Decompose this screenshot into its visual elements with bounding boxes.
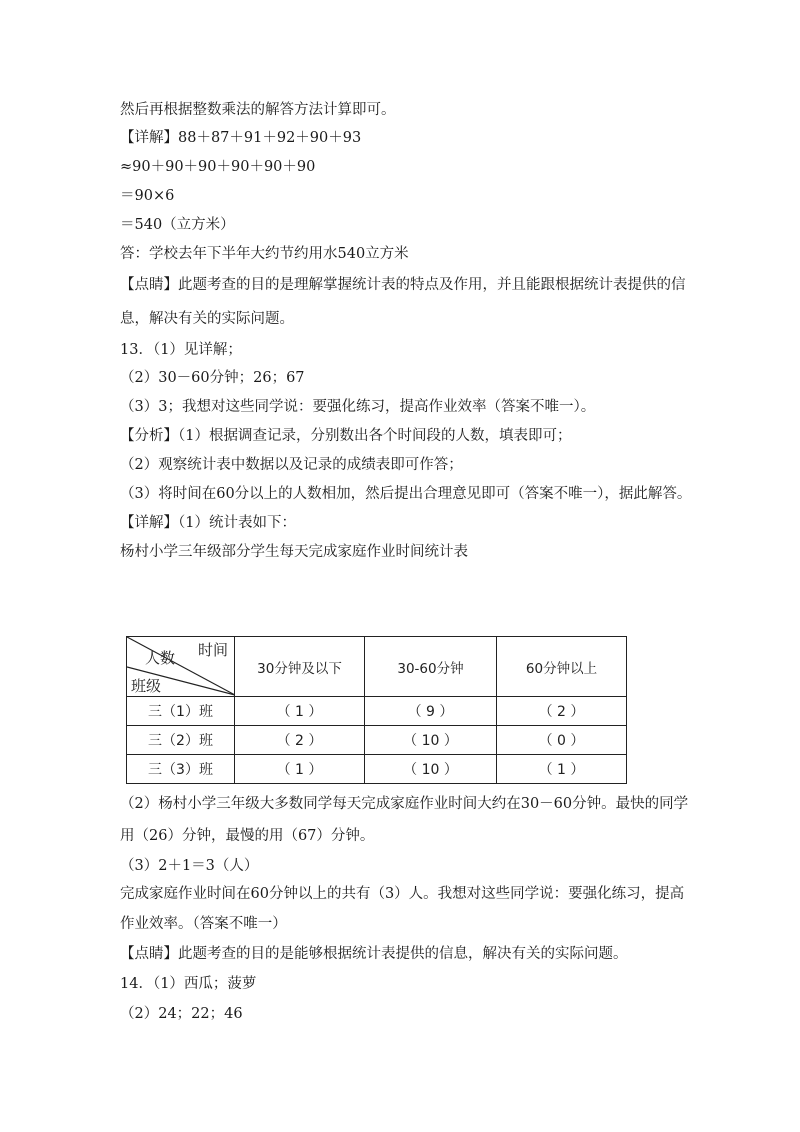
header-cell: 30-60分钟 [365, 637, 497, 697]
corner-label-count: 人数 [145, 649, 176, 667]
text-line: （2）杨村小学三年级大多数同学每天完成家庭作业时间大约在30－60分钟。最快的同学 [120, 796, 689, 812]
table-cell: （ 2 ） [235, 726, 365, 755]
table-cell: （ 0 ） [497, 726, 627, 755]
text-line: 【分析】（1）根据调查记录，分别数出各个时间段的人数，填表即可； [120, 428, 572, 444]
table-header-row [127, 637, 627, 697]
statistics-table [126, 636, 627, 784]
text-line: （3）2＋1＝3（人） [120, 858, 259, 874]
row-label: 三（2）班 [127, 726, 235, 755]
text-line: ＝90×6 [120, 188, 175, 204]
text-line: 用（26）分钟，最慢的用（67）分钟。 [120, 828, 375, 844]
text-line: 14．（1）西瓜；菠萝 [120, 976, 257, 992]
text-line: 【详解】（1）统计表如下： [120, 515, 296, 531]
text-line: 【点睛】此题考查的目的是能够根据统计表提供的信息，解决有关的实际问题。 [120, 946, 628, 962]
header-cell: 60分钟以上 [497, 637, 627, 697]
text-line: 杨村小学三年级部分学生每天完成家庭作业时间统计表 [120, 544, 468, 560]
table-cell: （ 2 ） [497, 697, 627, 726]
table-row [127, 697, 627, 726]
text-line: （3）将时间在60分以上的人数相加，然后提出合理意见即可（答案不唯一），据此解答。 [120, 486, 692, 502]
table-row [127, 755, 627, 784]
text-line: （2）24；22；46 [120, 1006, 243, 1022]
text-line: 然后再根据整数乘法的解答方法计算即可。 [120, 102, 396, 118]
table-cell: （ 10 ） [365, 755, 497, 784]
text-line: 答：学校去年下半年大约节约用水540立方米 [120, 246, 409, 262]
text-line: （2）观察统计表中数据以及记录的成绩表即可作答； [120, 457, 463, 473]
text-line: ≈90＋90＋90＋90＋90＋90 [120, 159, 316, 175]
table-corner-cell [127, 637, 235, 697]
text-line: 完成家庭作业时间在60分钟以上的共有（3）人。我想对这些同学说：要强化练习，提高 [120, 886, 685, 902]
table-cell: （ 1 ） [235, 697, 365, 726]
table-row [127, 726, 627, 755]
corner-label-class: 班级 [131, 677, 162, 695]
corner-label-time: 时间 [197, 641, 228, 659]
text-line: 13．（1）见详解； [120, 342, 242, 358]
row-label: 三（1）班 [127, 697, 235, 726]
text-line: （2）30－60分钟；26；67 [120, 370, 305, 386]
text-line: （3）3；我想对这些同学说：要强化练习，提高作业效率（答案不唯一）。 [120, 399, 596, 415]
header-cell: 30分钟及以下 [235, 637, 365, 697]
table-cell: （ 1 ） [235, 755, 365, 784]
table-cell: （ 9 ） [365, 697, 497, 726]
table-cell: （ 10 ） [365, 726, 497, 755]
table-cell: （ 1 ） [497, 755, 627, 784]
text-line: 息，解决有关的实际问题。 [120, 311, 294, 327]
row-label: 三（3）班 [127, 755, 235, 784]
text-line: 【点睛】此题考查的目的是理解掌握统计表的特点及作用，并且能跟根据统计表提供的信 [120, 277, 686, 293]
text-line: 【详解】88＋87＋91＋92＋90＋93 [120, 130, 362, 146]
text-line: ＝540（立方米） [120, 217, 235, 233]
text-line: 作业效率。（答案不唯一） [120, 916, 287, 932]
